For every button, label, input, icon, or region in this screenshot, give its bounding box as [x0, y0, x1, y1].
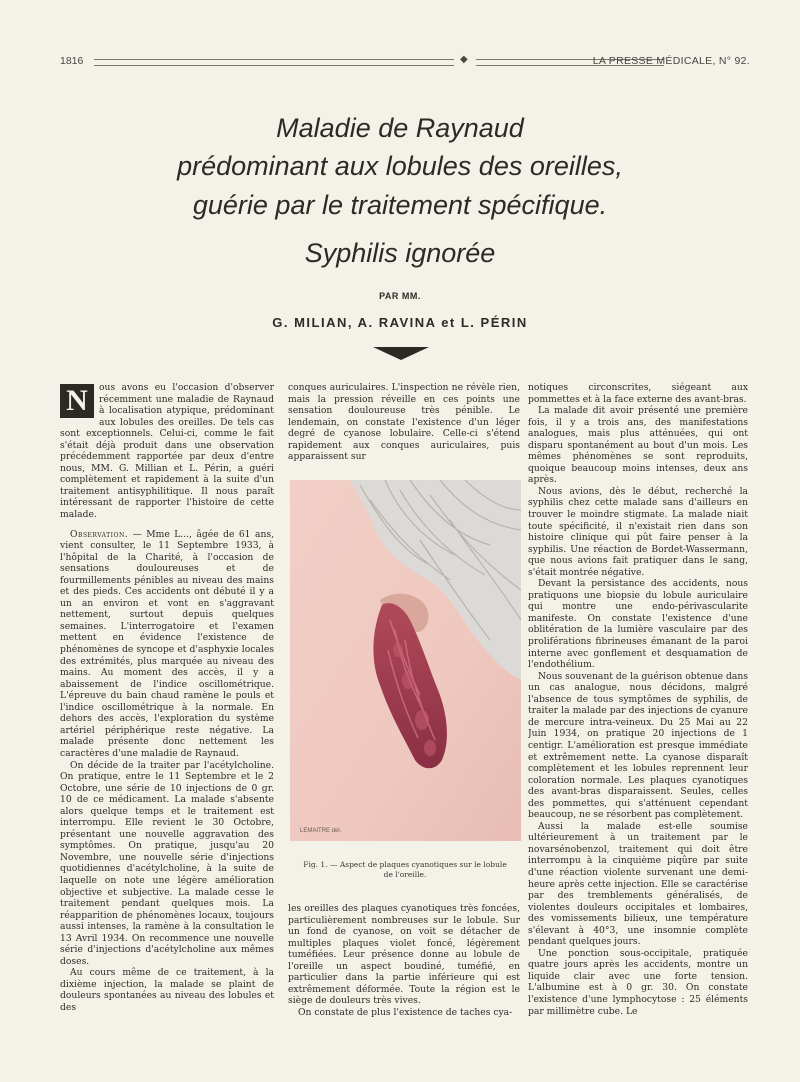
chevron-ornament-icon — [373, 347, 429, 361]
drop-cap: N — [60, 384, 94, 418]
observation-paragraph — [60, 529, 274, 760]
journal-title: LA PRESSE MÉDICALE, N° 92. — [592, 55, 750, 67]
col3-paragraph-2: La malade dit avoir présenté une première fois, il y a trois ans, des manifestations analogues, mais plus atténuées, qui ont disparu spontanément au bout d'un mois. Les mêmes phénomènes se sont reproduits, quoique beaucoup moins intenses, deux ans après. — [528, 405, 748, 486]
col2-bottom-paragraph-2: On constate de plus l'existence de taches cya- — [298, 1006, 513, 1018]
observation-text: — Mme L..., âgée de 61 ans, vient consulter, le 11 Septembre 1933, à l'hôpital de la Charité, à l'occasion de sensations douloureuses et de fourmillements pénibles au niveau des mains et des pieds. Ces accidents ont débuté il y a un an environ et vont en s'aggravant nettement, surtout depuis quelques semaines. L'interrogatoire et l'examen mettent en évidence l'existence de phénomènes de syncope et d'asphyxie locales des extrémités, plus marquée au niveau des mains. Au moment des accès, il y a abaissement de l'indice oscillométrique. L'épreuve du bain chaud ramène le pouls et l'indice oscillométrique à la normale. En dehors des accès, l'exploration du système artériel périphérique reste négative. La malade présente donc nettement les caractères d'une maladie de Raynaud. — [60, 528, 274, 759]
intro-text: ous avons eu l'occasion d'observer récemment une maladie de Raynaud à localisation atypique, prédominant aux lobules des oreilles. De tels cas sont exceptionnels. Celui-ci, comme le fait s'était déjà produit dans une observation précédemment rapportée par deux d'entre nous, MM. G. Millian et L. Périn, a guéri complètement et rapidement à la suite d'un traitement antisyphilitique. Il nous paraît intéressant de rapporter l'histoire de cette malade. — [60, 382, 274, 521]
byline-par: PAR MM. — [379, 291, 421, 301]
header-rule-left — [94, 59, 454, 66]
article-title-line-1: Maladie de Raynaud — [276, 113, 524, 143]
col3-paragraph-5: Nous souvenant de la guérison obtenue dans un cas analogue, nous décidons, malgré l'absence de tous symptômes de syphilis, de traiter la malade par des injections de cyanure de mercure intra-veineux. Du 25 Mai au 22 Juin 1934, on pratique 20 injections de 1 centigr. L'amélioration est presque immédiate et extrêmement nette. La cyanose disparaît complètement et les lobules reprennent leur coloration normale. Les plaques cyanotiques des avant-bras disparaissent. Seules, celles des pommettes, qui s'atténuent cependant beaucoup, ne se résorbent pas complètement. — [528, 670, 748, 821]
article-title-line-3: guérie par le traitement spécifique. — [192, 190, 608, 220]
col3-paragraph-7: Une ponction sous-occipitale, pratiquée quatre jours après les accidents, montre un liquide clair avec une forte tension. L'albumine est à 0 gr. 30. On constate l'existence d'une lymphocytose : 25 éléments par millimètre cube. Le — [528, 947, 748, 1017]
observation-label: Observation. — [70, 528, 129, 540]
col3-paragraph-3: Nous avions, dès le début, recherché la syphilis chez cette malade sans d'ailleurs en trouver le moindre stigmate. La malade niait toute spécificité, il n'existait rien dans son histoire clinique qui pût faire penser à la syphilis. Une réaction de Bordet-Wassermann, que nous avions fait pratiquer dans le sang, s'était montrée négative. — [528, 485, 748, 578]
col3-paragraph-4: Devant la persistance des accidents, nous pratiquons une biopsie du lobule auriculaire qui montre une endo-périvascularite manifeste. On constate l'existence d'une oblitération de la lumière vasculaire par des proliférations fibrineuses émanant de la paroi interne avec gonflement et desquamation de l'endothélium. — [528, 578, 748, 671]
intro-paragraph — [60, 382, 274, 521]
ear-illustration — [290, 480, 521, 841]
column-2-top — [288, 382, 520, 462]
running-header — [60, 55, 750, 71]
col2-top-text: conques auriculaires. L'inspection ne révèle rien, mais la pression réveille en ces points une sensation douloureuse très pénible. Le lendemain, on constate l'existence d'un léger degré de cyanose lobulaire. Celle-ci s'étend rapidement aux conques auriculaires, puis apparaissent sur — [288, 382, 520, 462]
column-2-bottom — [288, 903, 520, 1033]
page-number: 1816 — [60, 55, 84, 67]
column-3 — [528, 382, 748, 1032]
course-paragraph: Au cours même de ce traitement, à la dixième injection, la malade se plaint de douleurs spontanées au niveau des lobules et des — [60, 967, 274, 1013]
article-subtitle: Syphilis ignorée — [304, 238, 496, 268]
col3-paragraph-6: Aussi la malade est-elle soumise ultérieurement à un traitement par le novarsénobenzol, traitement qui doit être interrompu à la cinquième piqûre par suite d'une réaction violente survenant une demi-heure après cette injection. Elle se caractérise par des tremblements généralisés, de violentes douleurs occipitales et lombaires, des vomissements bilieux, une température s'élevant à 40°3, une insomnie complète pendant quelques jours. — [528, 820, 748, 948]
article-title-line-2: prédominant aux lobules des oreilles, — [177, 151, 623, 181]
column-1 — [60, 382, 274, 1032]
illustrator-signature: LEMAITRE del. — [300, 828, 342, 834]
diamond-ornament-icon: ◆ — [460, 54, 468, 65]
col2-bottom-paragraph-1: les oreilles des plaques cyanotiques très foncées, particulièrement nombreuses sur le lobule. Sur un fond de cyanose, on voit se détacher de multiples plaques violet foncé, légèrement tuméfiées. Leur présence donne au lobule de l'oreille un aspect boudiné, tuméfié, en particulier dans la partie inférieure qui est extrêmement déformée. Toute la région est le siège de douleurs très vives. — [288, 903, 520, 1007]
figure-caption: Fig. 1. — Aspect de plaques cyanotiques sur le lobule de l'oreille. — [303, 860, 507, 879]
col3-paragraph-1: notiques circonscrites, siégeant aux pommettes et à la face externe des avant-bras. — [528, 382, 748, 405]
treatment-paragraph: On décide de la traiter par l'acétylcholine. On pratique, entre le 11 Septembre et le 2 Octobre, une série de 10 injections de 0 gr. 10 de ce médicament. La malade s'absente alors quelque temps et le traitement est interrompu. Elle revient le 30 Octobre, présentant une nouvelle aggravation des symptômes. On pratique, jusqu'au 20 Novembre, une nouvelle série d'injections quotidiennes d'acétylcholine, à la suite de laquelle on note une légère amélioration objective et subjective. La malade cesse le traitement pendant quelques mois. La réapparition de phénomènes locaux, toujours aussi intenses, la ramène à la consultation le 13 Avril 1934. On recommence une nouvelle série d'injections d'acétylcholine aux mêmes doses. — [60, 759, 274, 967]
authors: G. MILIAN, A. RAVINA et L. PÉRIN — [272, 315, 528, 330]
